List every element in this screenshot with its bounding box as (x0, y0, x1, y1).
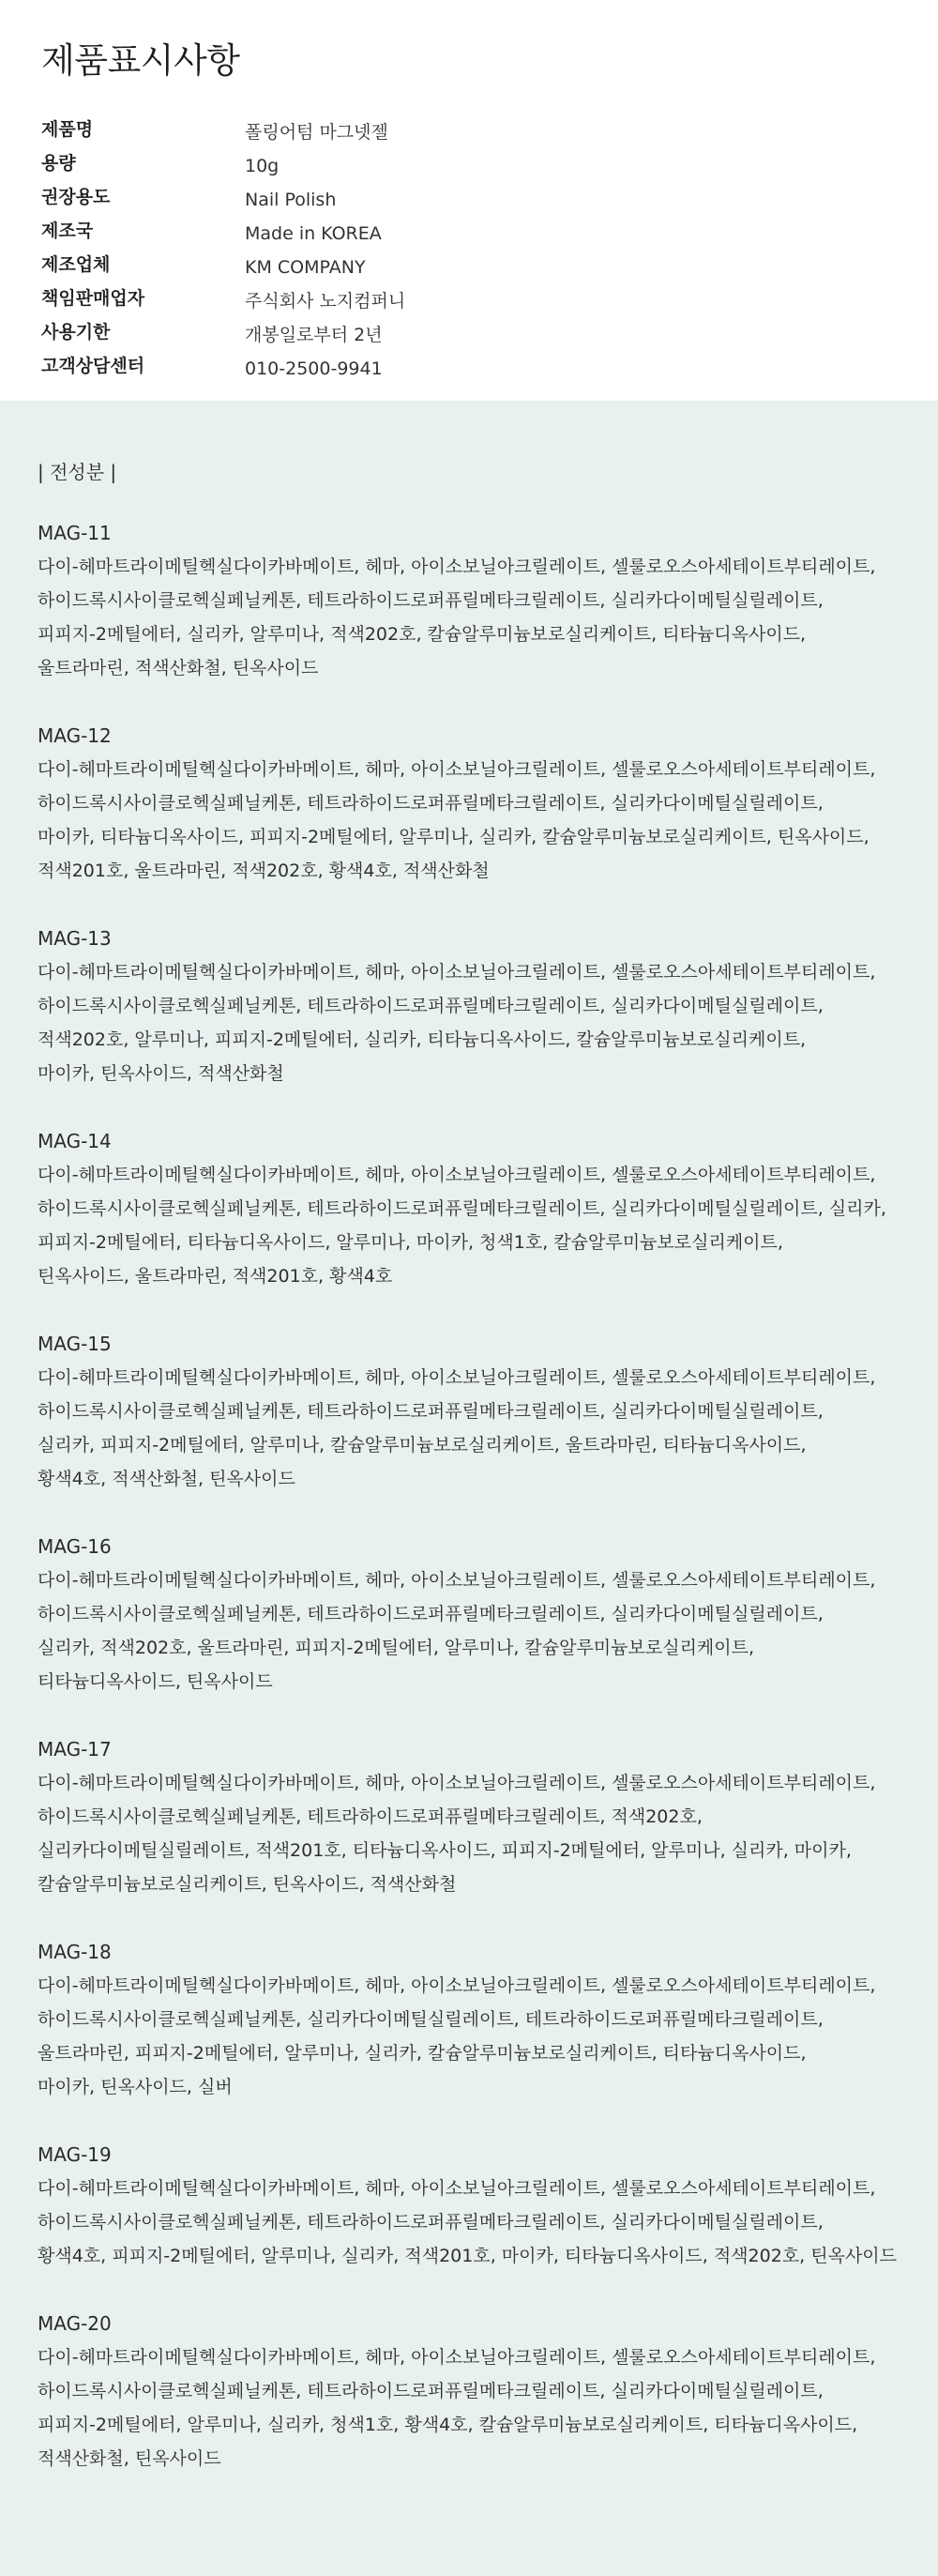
ingredient-text-line: 피피지-2메틸에터, 알루미나, 실리카, 청색1호, 황색4호, 칼슘알루미늄보로실리케이트, 티타늄디옥사이드, (38, 2415, 858, 2435)
ingredient-product-code: MAG-20 (38, 2312, 112, 2335)
ingredient-block-mag-14 (38, 1124, 900, 1293)
page-title: 제품표시사항 (41, 40, 240, 81)
ingredient-text-line: 하이드록시사이클로헥실페닐케톤, 테트라하이드로퍼퓨릴메타크릴레이트, 실리카다이메틸실릴레이트, (38, 590, 824, 611)
ingredient-list (38, 516, 900, 2476)
ingredient-text-line: 울트라마린, 피피지-2메틸에터, 알루미나, 실리카, 칼슘알루미늄보로실리케이트, 티타늄디옥사이드, (38, 2043, 807, 2064)
ingredient-text-line: 적색201호, 울트라마린, 적색202호, 황색4호, 적색산화철 (38, 861, 490, 881)
ingredient-block-mag-18 (38, 1935, 900, 2104)
spec-row-distributor (41, 287, 897, 321)
ingredient-text-line: 마이카, 틴옥사이드, 실버 (38, 2077, 233, 2097)
ingredient-product-code: MAG-15 (38, 1333, 112, 1355)
spec-value: 개봉일로부터 2년 (245, 325, 383, 345)
spec-value: Nail Polish (245, 190, 337, 210)
ingredient-product-code: MAG-14 (38, 1130, 112, 1152)
spec-label: 용량 (41, 153, 76, 174)
spec-value: 10g (245, 156, 280, 176)
ingredient-text-line: 하이드록시사이클로헥실페닐케톤, 테트라하이드로퍼퓨릴메타크릴레이트, 적색202호, (38, 1806, 703, 1827)
spec-row-product-name (41, 118, 897, 152)
ingredient-text-line: 실리카, 피피지-2메틸에터, 알루미나, 칼슘알루미늄보로실리케이트, 울트라마린, 티타늄디옥사이드, (38, 1435, 807, 1456)
ingredient-block-mag-19 (38, 2138, 900, 2273)
spec-label: 제조업체 (41, 254, 111, 275)
ingredients-title: | 전성분 | (38, 461, 117, 483)
ingredient-block-mag-13 (38, 922, 900, 1090)
product-spec-section (0, 0, 938, 401)
spec-row-capacity (41, 152, 897, 186)
spec-row-expiry (41, 321, 897, 355)
ingredient-text-line: 피피지-2메틸에터, 티타늄디옥사이드, 알루미나, 마이카, 청색1호, 칼슘알루미늄보로실리케이트, (38, 1232, 783, 1253)
spec-row-customer-center (41, 355, 897, 389)
ingredient-text-line: 다이-헤마트라이메틸헥실다이카바메이트, 헤마, 아이소보닐아크릴레이트, 셀룰로오스아세테이트부티레이트, (38, 2347, 876, 2368)
ingredient-text-line: 울트라마린, 적색산화철, 틴옥사이드 (38, 658, 319, 678)
spec-label: 사용기한 (41, 322, 111, 343)
ingredient-product-code: MAG-11 (38, 522, 112, 544)
spec-label: 고객상담센터 (41, 356, 145, 376)
spec-list (41, 118, 897, 389)
ingredient-text-line: 실리카다이메틸실릴레이트, 적색201호, 티타늄디옥사이드, 피피지-2메틸에터, 알루미나, 실리카, 마이카, (38, 1840, 852, 1861)
ingredient-text-line: 황색4호, 피피지-2메틸에터, 알루미나, 실리카, 적색201호, 마이카, 티타늄디옥사이드, 적색202호, 틴옥사이드 (38, 2246, 898, 2266)
ingredient-text-line: 피피지-2메틸에터, 실리카, 알루미나, 적색202호, 칼슘알루미늄보로실리케이트, 티타늄디옥사이드, (38, 624, 807, 645)
spec-label: 제조국 (41, 221, 94, 241)
spec-label: 책임판매업자 (41, 288, 145, 309)
ingredient-text-line: 다이-헤마트라이메틸헥실다이카바메이트, 헤마, 아이소보닐아크릴레이트, 셀룰로오스아세테이트부티레이트, (38, 1773, 876, 1793)
ingredient-text-line: 하이드록시사이클로헥실페닐케톤, 테트라하이드로퍼퓨릴메타크릴레이트, 실리카다이메틸실릴레이트, (38, 2381, 824, 2401)
ingredient-text-line: 황색4호, 적색산화철, 틴옥사이드 (38, 1469, 295, 1489)
spec-value: 주식회사 노지컴퍼니 (245, 291, 406, 312)
spec-row-manufacturer (41, 253, 897, 287)
spec-label: 권장용도 (41, 187, 111, 207)
ingredient-text-line: 마이카, 틴옥사이드, 적색산화철 (38, 1063, 284, 1084)
ingredient-text-line: 다이-헤마트라이메틸헥실다이카바메이트, 헤마, 아이소보닐아크릴레이트, 셀룰로오스아세테이트부티레이트, (38, 1570, 876, 1591)
ingredient-block-mag-16 (38, 1530, 900, 1699)
ingredient-block-mag-11 (38, 516, 900, 685)
ingredient-text-line: 하이드록시사이클로헥실페닐케톤, 실리카다이메틸실릴레이트, 테트라하이드로퍼퓨릴메타크릴레이트, (38, 2009, 824, 2030)
spec-row-country (41, 220, 897, 253)
ingredient-text-line: 다이-헤마트라이메틸헥실다이카바메이트, 헤마, 아이소보닐아크릴레이트, 셀룰로오스아세테이트부티레이트, (38, 1975, 876, 1996)
ingredient-text-line: 다이-헤마트라이메틸헥실다이카바메이트, 헤마, 아이소보닐아크릴레이트, 셀룰로오스아세테이트부티레이트, (38, 1165, 876, 1185)
ingredient-product-code: MAG-13 (38, 927, 112, 950)
spec-value: Made in KOREA (245, 223, 382, 244)
ingredient-text-line: 칼슘알루미늄보로실리케이트, 틴옥사이드, 적색산화철 (38, 1874, 457, 1895)
ingredient-block-mag-20 (38, 2307, 900, 2476)
spec-value: KM COMPANY (245, 257, 366, 278)
ingredient-text-line: 다이-헤마트라이메틸헥실다이카바메이트, 헤마, 아이소보닐아크릴레이트, 셀룰로오스아세테이트부티레이트, (38, 556, 876, 577)
ingredient-text-line: 실리카, 적색202호, 울트라마린, 피피지-2메틸에터, 알루미나, 칼슘알루미늄보로실리케이트, (38, 1638, 755, 1658)
ingredient-text-line: 틴옥사이드, 울트라마린, 적색201호, 황색4호 (38, 1266, 393, 1287)
ingredient-product-code: MAG-17 (38, 1738, 112, 1761)
ingredient-text-line: 티타늄디옥사이드, 틴옥사이드 (38, 1671, 273, 1692)
ingredient-block-mag-12 (38, 719, 900, 888)
spec-label: 제품명 (41, 119, 94, 140)
ingredient-text-line: 하이드록시사이클로헥실페닐케톤, 테트라하이드로퍼퓨릴메타크릴레이트, 실리카다이메틸실릴레이트, 실리카, (38, 1198, 886, 1219)
ingredient-text-line: 다이-헤마트라이메틸헥실다이카바메이트, 헤마, 아이소보닐아크릴레이트, 셀룰로오스아세테이트부티레이트, (38, 759, 876, 780)
ingredient-block-mag-17 (38, 1732, 900, 1901)
ingredient-text-line: 마이카, 티타늄디옥사이드, 피피지-2메틸에터, 알루미나, 실리카, 칼슘알루미늄보로실리케이트, 틴옥사이드, (38, 827, 870, 847)
ingredient-text-line: 적색202호, 알루미나, 피피지-2메틸에터, 실리카, 티타늄디옥사이드, 칼슘알루미늄보로실리케이트, (38, 1029, 807, 1050)
ingredient-product-code: MAG-18 (38, 1941, 112, 1963)
ingredient-text-line: 하이드록시사이클로헥실페닐케톤, 테트라하이드로퍼퓨릴메타크릴레이트, 실리카다이메틸실릴레이트, (38, 1604, 824, 1624)
ingredient-text-line: 하이드록시사이클로헥실페닐케톤, 테트라하이드로퍼퓨릴메타크릴레이트, 실리카다이메틸실릴레이트, (38, 996, 824, 1016)
ingredient-product-code: MAG-12 (38, 724, 112, 747)
ingredients-section (0, 401, 938, 2576)
ingredient-text-line: 다이-헤마트라이메틸헥실다이카바메이트, 헤마, 아이소보닐아크릴레이트, 셀룰로오스아세테이트부티레이트, (38, 1367, 876, 1388)
ingredient-product-code: MAG-16 (38, 1535, 112, 1558)
ingredient-text-line: 하이드록시사이클로헥실페닐케톤, 테트라하이드로퍼퓨릴메타크릴레이트, 실리카다이메틸실릴레이트, (38, 793, 824, 814)
ingredient-product-code: MAG-19 (38, 2143, 112, 2166)
ingredient-text-line: 적색산화철, 틴옥사이드 (38, 2448, 221, 2469)
spec-value: 폴링어텀 마그넷젤 (245, 122, 388, 143)
ingredient-block-mag-15 (38, 1327, 900, 1496)
spec-row-usage (41, 186, 897, 220)
ingredient-text-line: 하이드록시사이클로헥실페닐케톤, 테트라하이드로퍼퓨릴메타크릴레이트, 실리카다이메틸실릴레이트, (38, 2212, 824, 2233)
ingredient-text-line: 하이드록시사이클로헥실페닐케톤, 테트라하이드로퍼퓨릴메타크릴레이트, 실리카다이메틸실릴레이트, (38, 1401, 824, 1422)
ingredient-text-line: 다이-헤마트라이메틸헥실다이카바메이트, 헤마, 아이소보닐아크릴레이트, 셀룰로오스아세테이트부티레이트, (38, 962, 876, 983)
spec-value: 010-2500-9941 (245, 358, 383, 379)
ingredient-text-line: 다이-헤마트라이메틸헥실다이카바메이트, 헤마, 아이소보닐아크릴레이트, 셀룰로오스아세테이트부티레이트, (38, 2178, 876, 2199)
